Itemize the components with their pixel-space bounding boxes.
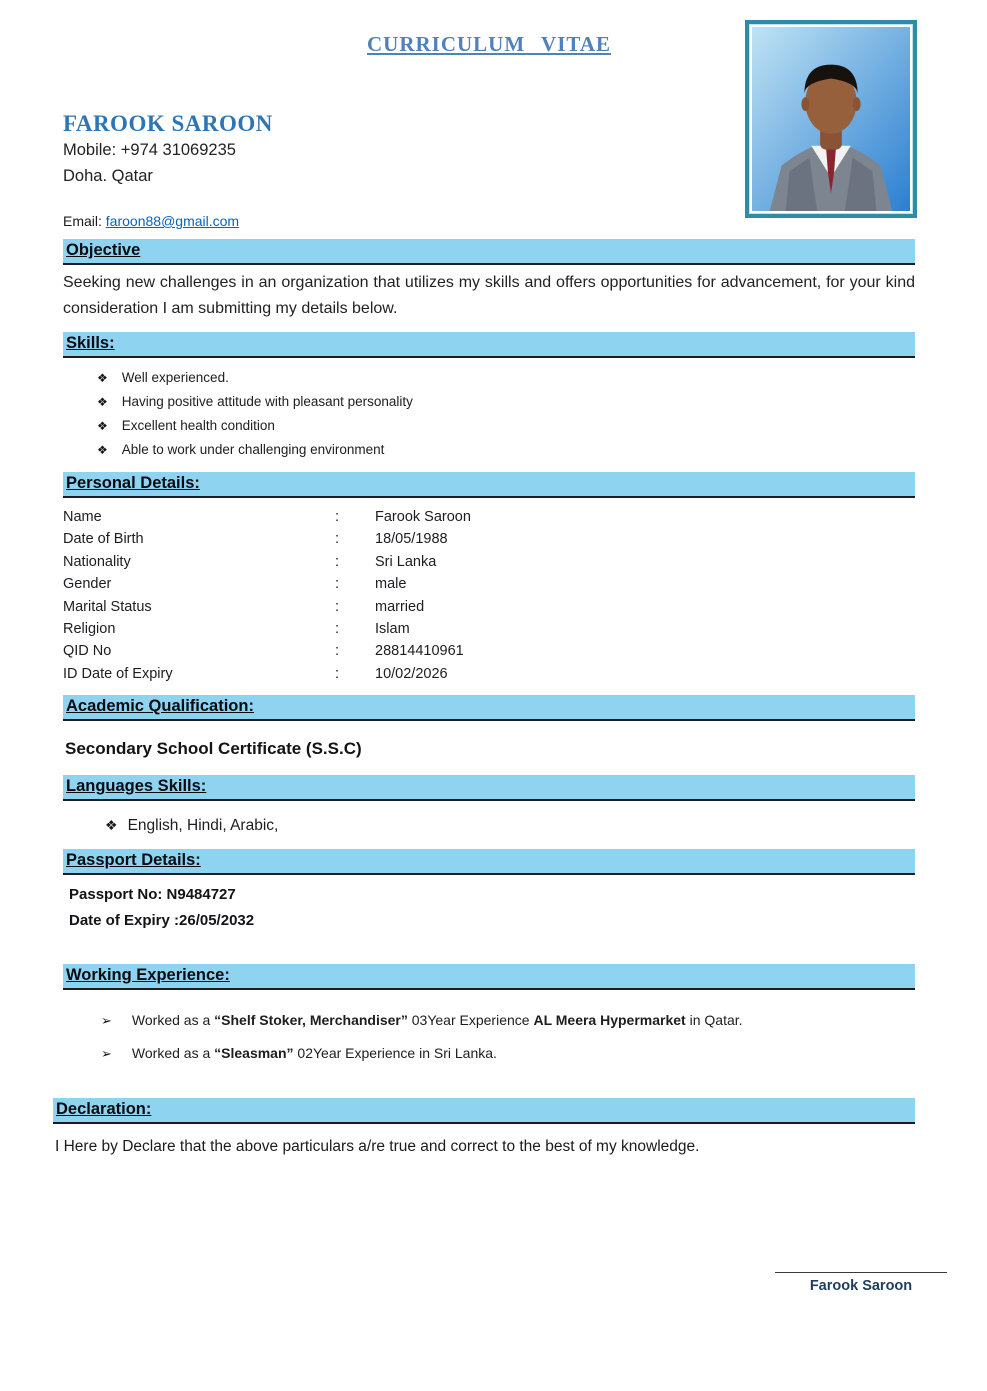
- pd-label: Religion: [63, 621, 116, 638]
- pd-label: Date of Birth: [63, 531, 144, 548]
- pd-value: Islam: [375, 621, 410, 638]
- section-header-passport: [63, 849, 915, 875]
- skills-list: [63, 366, 915, 462]
- list-item: [63, 1037, 915, 1070]
- section-header-languages: [63, 775, 915, 801]
- passport-number: Passport No: N9484727: [69, 886, 236, 904]
- portrait-photo-icon: [752, 27, 910, 211]
- personal-details-table: [63, 506, 915, 685]
- declaration-text: I Here by Declare that the above particulars a/re true and correct to the best of my knowledge.: [55, 1138, 700, 1156]
- pd-label: Marital Status: [63, 598, 152, 615]
- section-header-declaration: [53, 1098, 915, 1124]
- pd-separator: :: [335, 621, 340, 638]
- declaration-heading: Declaration:: [56, 1100, 152, 1119]
- diamond-bullet-icon: ❖: [97, 443, 108, 457]
- languages-text: English, Hindi, Arabic,: [127, 817, 279, 835]
- arrow-bullet-icon: ➢: [101, 1046, 112, 1062]
- table-row: [63, 640, 915, 662]
- page-title: CURRICULUM VITAE: [367, 32, 611, 56]
- pd-separator: :: [335, 665, 340, 682]
- diamond-bullet-icon: ❖: [105, 817, 118, 834]
- passport-expiry: Date of Expiry :26/05/2032: [69, 912, 255, 930]
- pd-value: Farook Saroon: [375, 509, 471, 525]
- table-row: [63, 663, 915, 685]
- table-row: [63, 528, 915, 550]
- skill-text: Well experienced.: [121, 370, 229, 385]
- list-item: [63, 390, 915, 414]
- skill-text: Having positive attitude with pleasant personality: [121, 394, 413, 409]
- pd-label: Nationality: [63, 553, 131, 570]
- pd-label: Name: [63, 509, 102, 525]
- personal-details-heading: Personal Details:: [66, 474, 200, 492]
- profile-photo: [745, 20, 917, 218]
- list-item: [63, 1004, 915, 1037]
- pd-value: Sri Lanka: [375, 553, 437, 570]
- section-header-personal-details: [63, 472, 915, 498]
- table-row: [63, 596, 915, 618]
- pd-separator: :: [335, 576, 340, 593]
- email-link[interactable]: faroon88@gmail.com: [105, 213, 240, 229]
- passport-heading: Passport Details:: [66, 851, 201, 870]
- experience-text: Worked as a “Sleasman” 02Year Experience in Sri Lanka.: [131, 1045, 497, 1062]
- academic-heading: Academic Qualification:: [66, 697, 254, 716]
- pd-value: 10/02/2026: [375, 665, 448, 682]
- table-row: [63, 573, 915, 595]
- diamond-bullet-icon: ❖: [97, 419, 108, 433]
- objective-heading: Objective: [66, 241, 141, 259]
- experience-text: Worked as a “Shelf Stoker, Merchandiser” 03Year Experience AL Meera Hypermarket in Qatar.: [131, 1012, 743, 1029]
- diamond-bullet-icon: ❖: [97, 395, 108, 409]
- pd-label: Gender: [63, 576, 112, 593]
- location-line: Doha. Qatar: [63, 167, 153, 185]
- pd-separator: :: [335, 643, 340, 660]
- table-row: [63, 618, 915, 640]
- skills-heading: Skills:: [66, 334, 115, 352]
- experience-list: [63, 1004, 915, 1070]
- signature-name: Farook Saroon: [809, 1278, 913, 1294]
- academic-text: Secondary School Certificate (S.S.C): [65, 739, 362, 759]
- table-row: [63, 551, 915, 573]
- pd-separator: :: [335, 553, 340, 570]
- languages-line: [63, 817, 915, 835]
- list-item: [63, 438, 915, 462]
- pd-value: married: [375, 598, 425, 615]
- pd-separator: :: [335, 598, 340, 615]
- person-name: FAROOK SAROON: [63, 111, 273, 136]
- list-item: [63, 366, 915, 390]
- languages-heading: Languages Skills:: [66, 777, 207, 796]
- pd-value: 18/05/1988: [375, 531, 448, 548]
- pd-separator: :: [335, 531, 340, 548]
- email-label: Email:: [63, 213, 106, 229]
- section-header-skills: [63, 332, 915, 358]
- mobile-line: Mobile: +974 31069235: [63, 141, 236, 159]
- pd-value: male: [375, 576, 407, 593]
- pd-value: 28814410961: [375, 643, 464, 660]
- pd-separator: :: [335, 509, 340, 525]
- arrow-bullet-icon: ➢: [101, 1013, 112, 1029]
- list-item: [63, 414, 915, 438]
- pd-label: ID Date of Expiry: [63, 665, 173, 682]
- skill-text: Excellent health condition: [121, 418, 275, 433]
- section-header-experience: [63, 964, 915, 990]
- section-header-academic: [63, 695, 915, 721]
- diamond-bullet-icon: ❖: [97, 371, 108, 385]
- section-header-objective: [63, 239, 915, 265]
- objective-text: Seeking new challenges in an organization that utilizes my skills and offers opportunities for advancement, for your kind consideration I am submitting my details below.: [63, 274, 915, 317]
- experience-heading: Working Experience:: [66, 966, 230, 985]
- pd-label: QID No: [63, 643, 112, 660]
- skill-text: Able to work under challenging environment: [121, 442, 385, 457]
- signature-block: [775, 1272, 947, 1294]
- table-row: [63, 506, 915, 528]
- passport-block: [69, 882, 915, 934]
